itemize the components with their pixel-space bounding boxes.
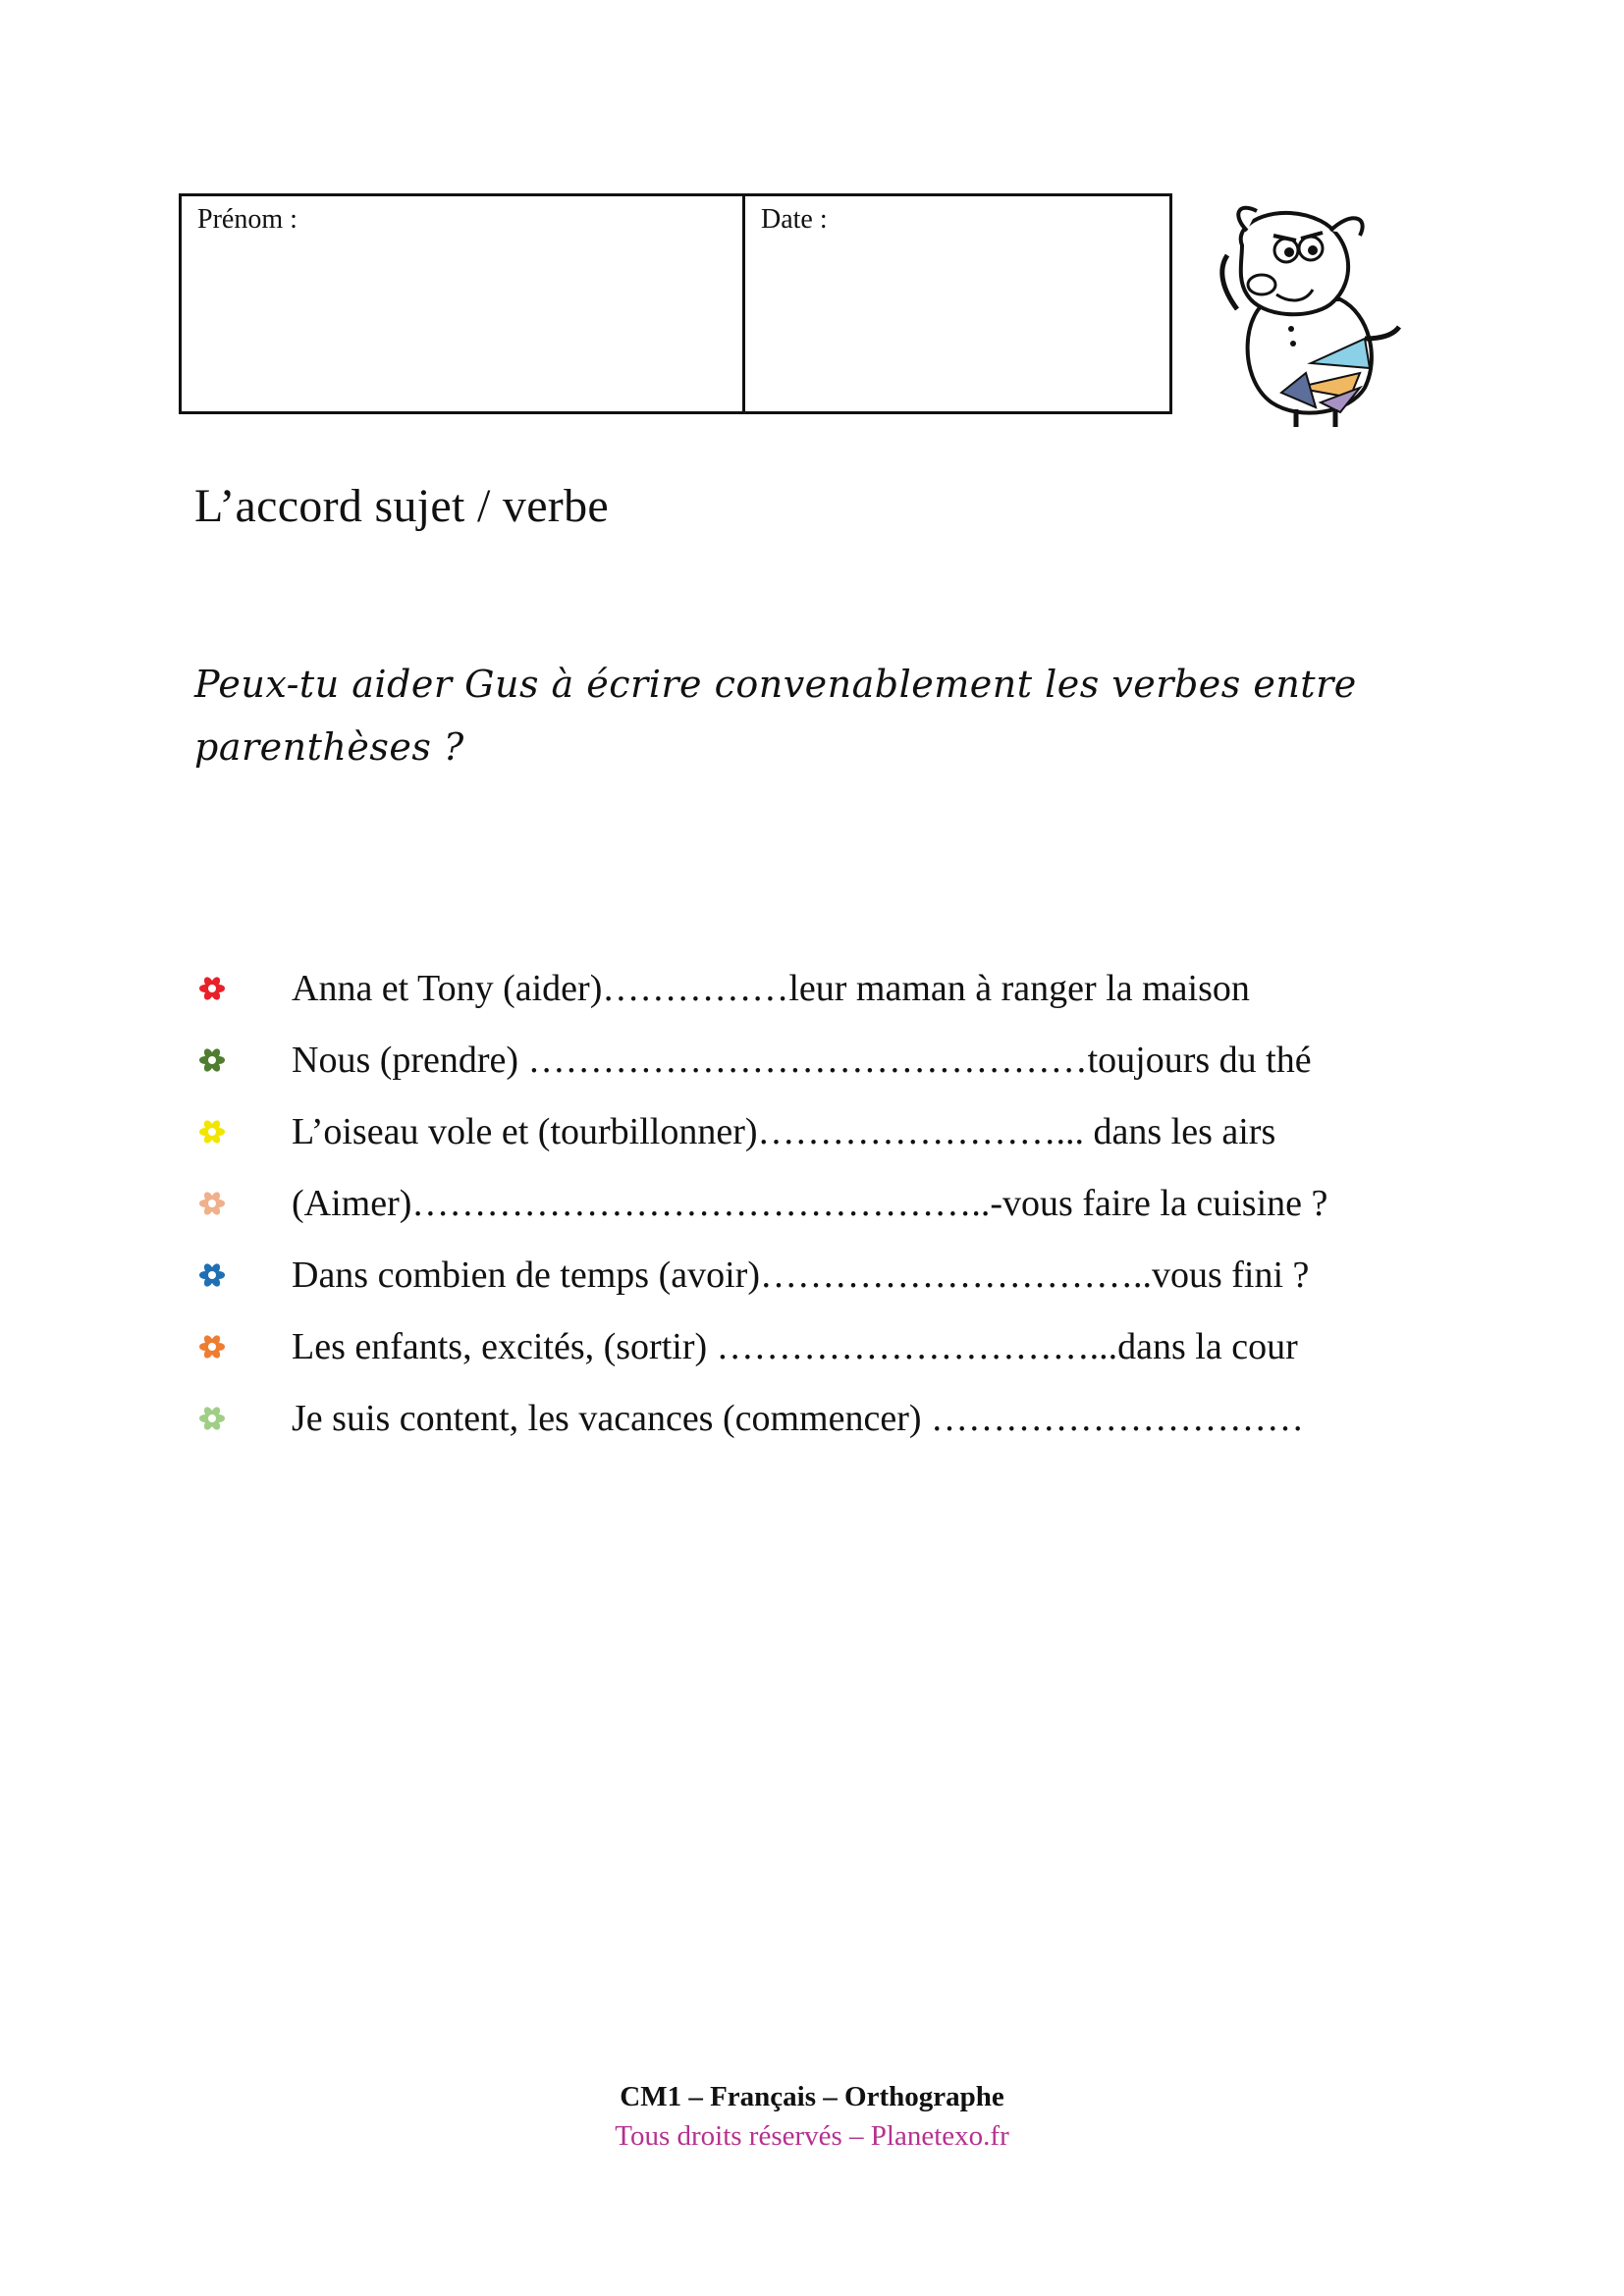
instruction-text: Peux-tu aider Gus à écrire convenablement les verbes entre parenthèses ? [194,663,1357,769]
flower-bullet-icon [197,1189,227,1218]
flower-bullet-icon [197,1260,227,1290]
exercise-text: L’oiseau vole et (tourbillonner)……………………... dans les airs [292,1111,1276,1152]
exercise-item[interactable] [0,964,1624,1023]
exercise-item[interactable] [0,1107,1624,1166]
footer-course-label: CM1 – Français – Orthographe [620,2081,1004,2112]
exercise-text: Dans combien de temps (avoir)…………………………..vous fini ? [292,1255,1310,1296]
flower-bullet-icon [197,1332,227,1362]
exercise-text: Les enfants, excités, (sortir) …………………………...dans la cour [292,1326,1298,1367]
flower-bullet-icon [197,974,227,1003]
exercise-item[interactable] [0,1394,1624,1453]
date-label: Date : [761,204,828,235]
exercise-text: Anna et Tony (aider)……………leur maman à ranger la maison [292,968,1250,1009]
exercise-item[interactable] [0,1322,1624,1381]
page-title: L’accord sujet / verbe [194,480,609,532]
sheep-mascot-icon [1203,191,1419,427]
flower-bullet-icon [197,1117,227,1147]
exercise-text: Je suis content, les vacances (commencer) ………………………… [292,1398,1305,1439]
prenom-field[interactable] [182,196,745,411]
flower-bullet-icon [197,1404,227,1433]
prenom-label: Prénom : [197,204,298,235]
identity-table [179,193,1172,414]
exercise-text: Nous (prendre) ………………………………………toujours du thé [292,1040,1312,1081]
exercise-item[interactable] [0,1251,1624,1309]
date-field[interactable] [745,196,1169,411]
flower-bullet-icon [197,1045,227,1075]
footer-copyright-link[interactable]: Tous droits réservés – Planetexo.fr [615,2120,1009,2152]
exercise-item[interactable] [0,1179,1624,1238]
exercise-text: (Aimer)………………………………………..-vous faire la cuisine ? [292,1183,1328,1224]
exercise-item[interactable] [0,1036,1624,1095]
